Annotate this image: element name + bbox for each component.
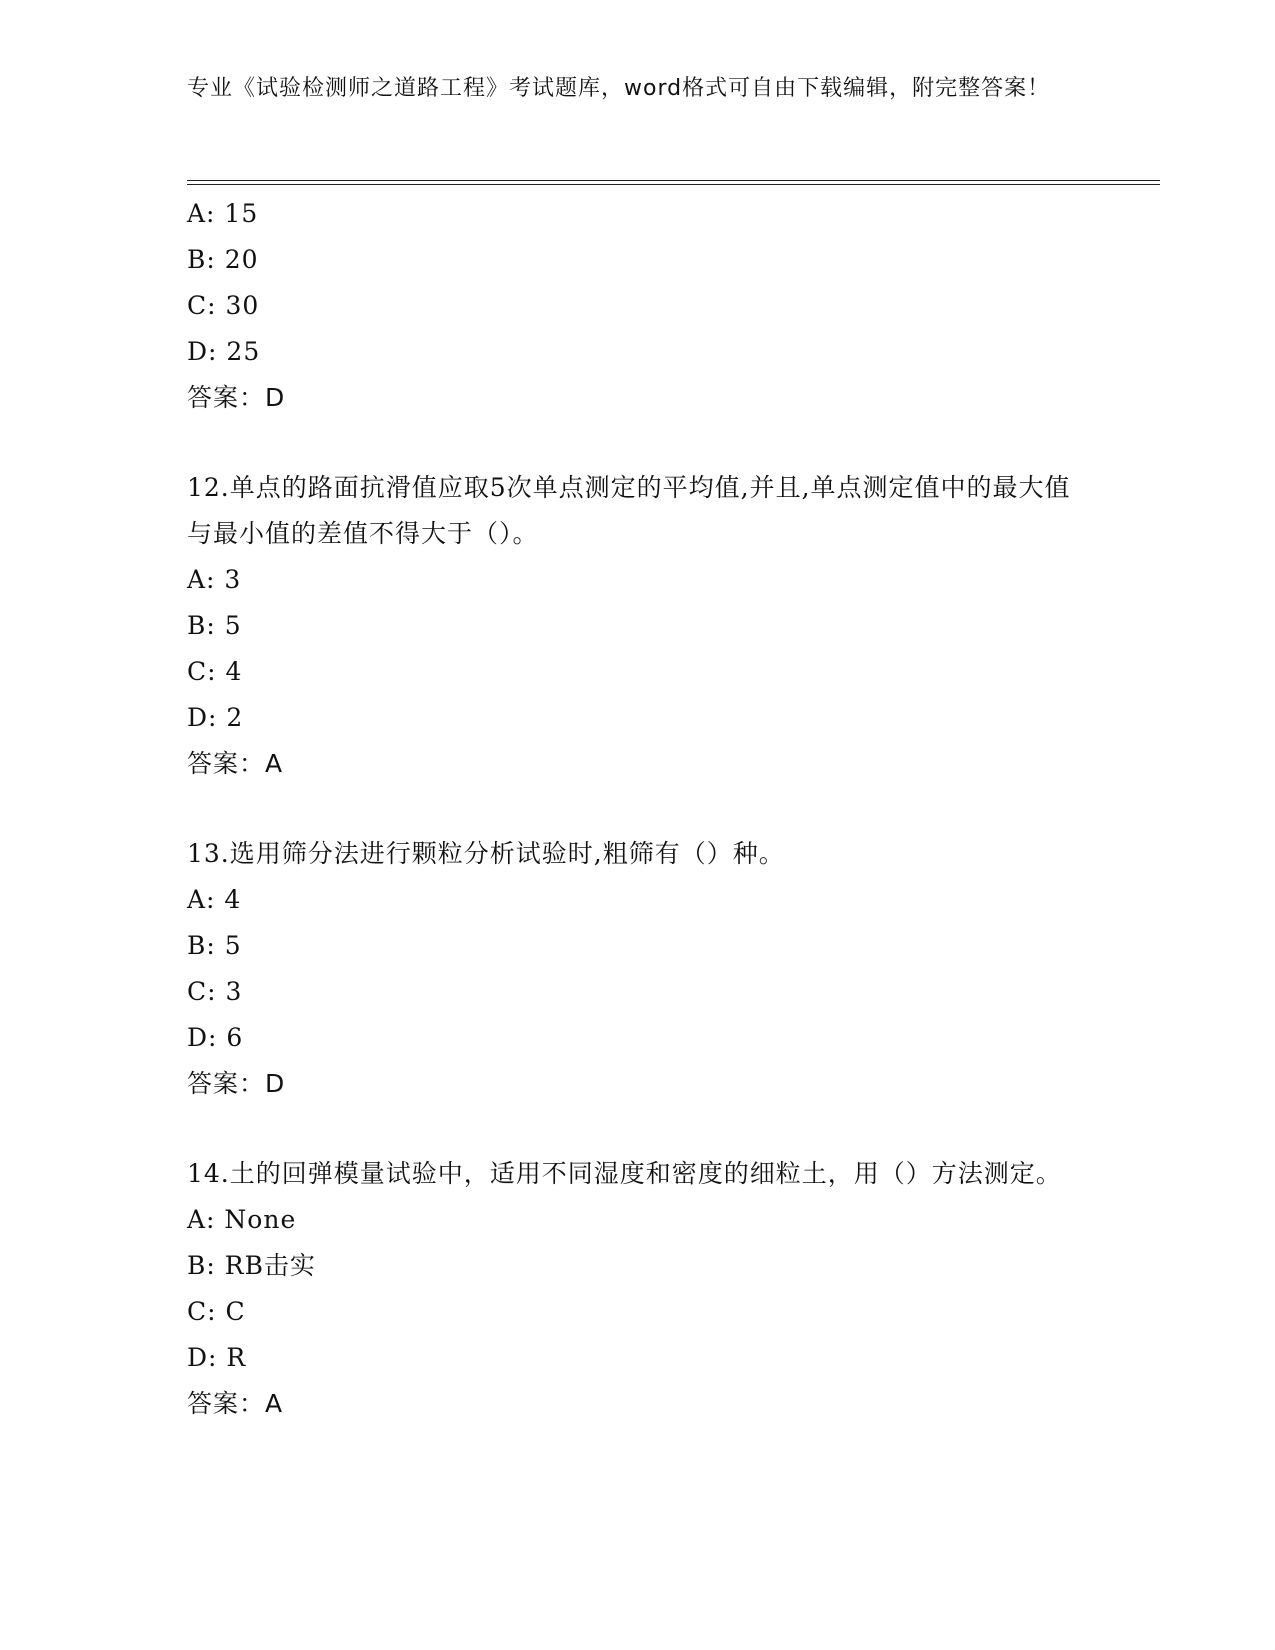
option-c: C: 4 bbox=[187, 657, 243, 686]
answer-label: 答案： bbox=[187, 383, 266, 412]
answer-label: 答案： bbox=[187, 1069, 266, 1098]
answer-value: A bbox=[265, 1389, 284, 1418]
answer-line bbox=[187, 1381, 1087, 1427]
option-b: B: 5 bbox=[187, 931, 242, 960]
option-d: D: 6 bbox=[187, 1023, 244, 1052]
option-d: D: R bbox=[187, 1343, 247, 1372]
answer-value: A bbox=[265, 749, 284, 778]
answer-line bbox=[187, 375, 1087, 421]
answer-label: 答案： bbox=[187, 749, 266, 778]
option-d: D: 25 bbox=[187, 337, 261, 366]
option-b: B: RB击实 bbox=[187, 1251, 316, 1280]
option-c: C: 3 bbox=[187, 977, 243, 1006]
answer-line bbox=[187, 1061, 1087, 1107]
option-b: B: 5 bbox=[187, 611, 242, 640]
option-a: A: 4 bbox=[187, 885, 242, 914]
option-c: C: C bbox=[187, 1297, 246, 1326]
question-text: 14.土的回弹模量试验中，适用不同湿度和密度的细粒土，用（）方法测定。 bbox=[187, 1159, 1062, 1188]
option-d: D: 2 bbox=[187, 703, 244, 732]
option-b: B: 20 bbox=[187, 245, 259, 274]
question-block-12 bbox=[187, 465, 1087, 787]
question-block-14 bbox=[187, 1151, 1087, 1427]
question-text: 12.单点的路面抗滑值应取5次单点测定的平均值,并且,单点测定值中的最大值与最小值的差值不得大于（）。 bbox=[187, 473, 1071, 548]
option-a: A: 3 bbox=[187, 565, 242, 594]
answer-value: D bbox=[265, 1069, 286, 1098]
document-header: 专业《试验检测师之道路工程》考试题库，word格式可自由下载编辑，附完整答案！ bbox=[187, 76, 1051, 101]
question-block-11 bbox=[187, 191, 1087, 421]
option-c: C: 30 bbox=[187, 291, 260, 320]
answer-label: 答案： bbox=[187, 1389, 266, 1418]
option-a: A: 15 bbox=[187, 199, 259, 228]
answer-line bbox=[187, 741, 1087, 787]
answer-value: D bbox=[265, 383, 286, 412]
option-a: A: None bbox=[187, 1205, 297, 1234]
header-divider bbox=[187, 180, 1160, 185]
question-block-13 bbox=[187, 831, 1087, 1107]
question-text: 13.选用筛分法进行颗粒分析试验时,粗筛有（）种。 bbox=[187, 839, 785, 868]
question-list bbox=[187, 191, 1087, 1427]
